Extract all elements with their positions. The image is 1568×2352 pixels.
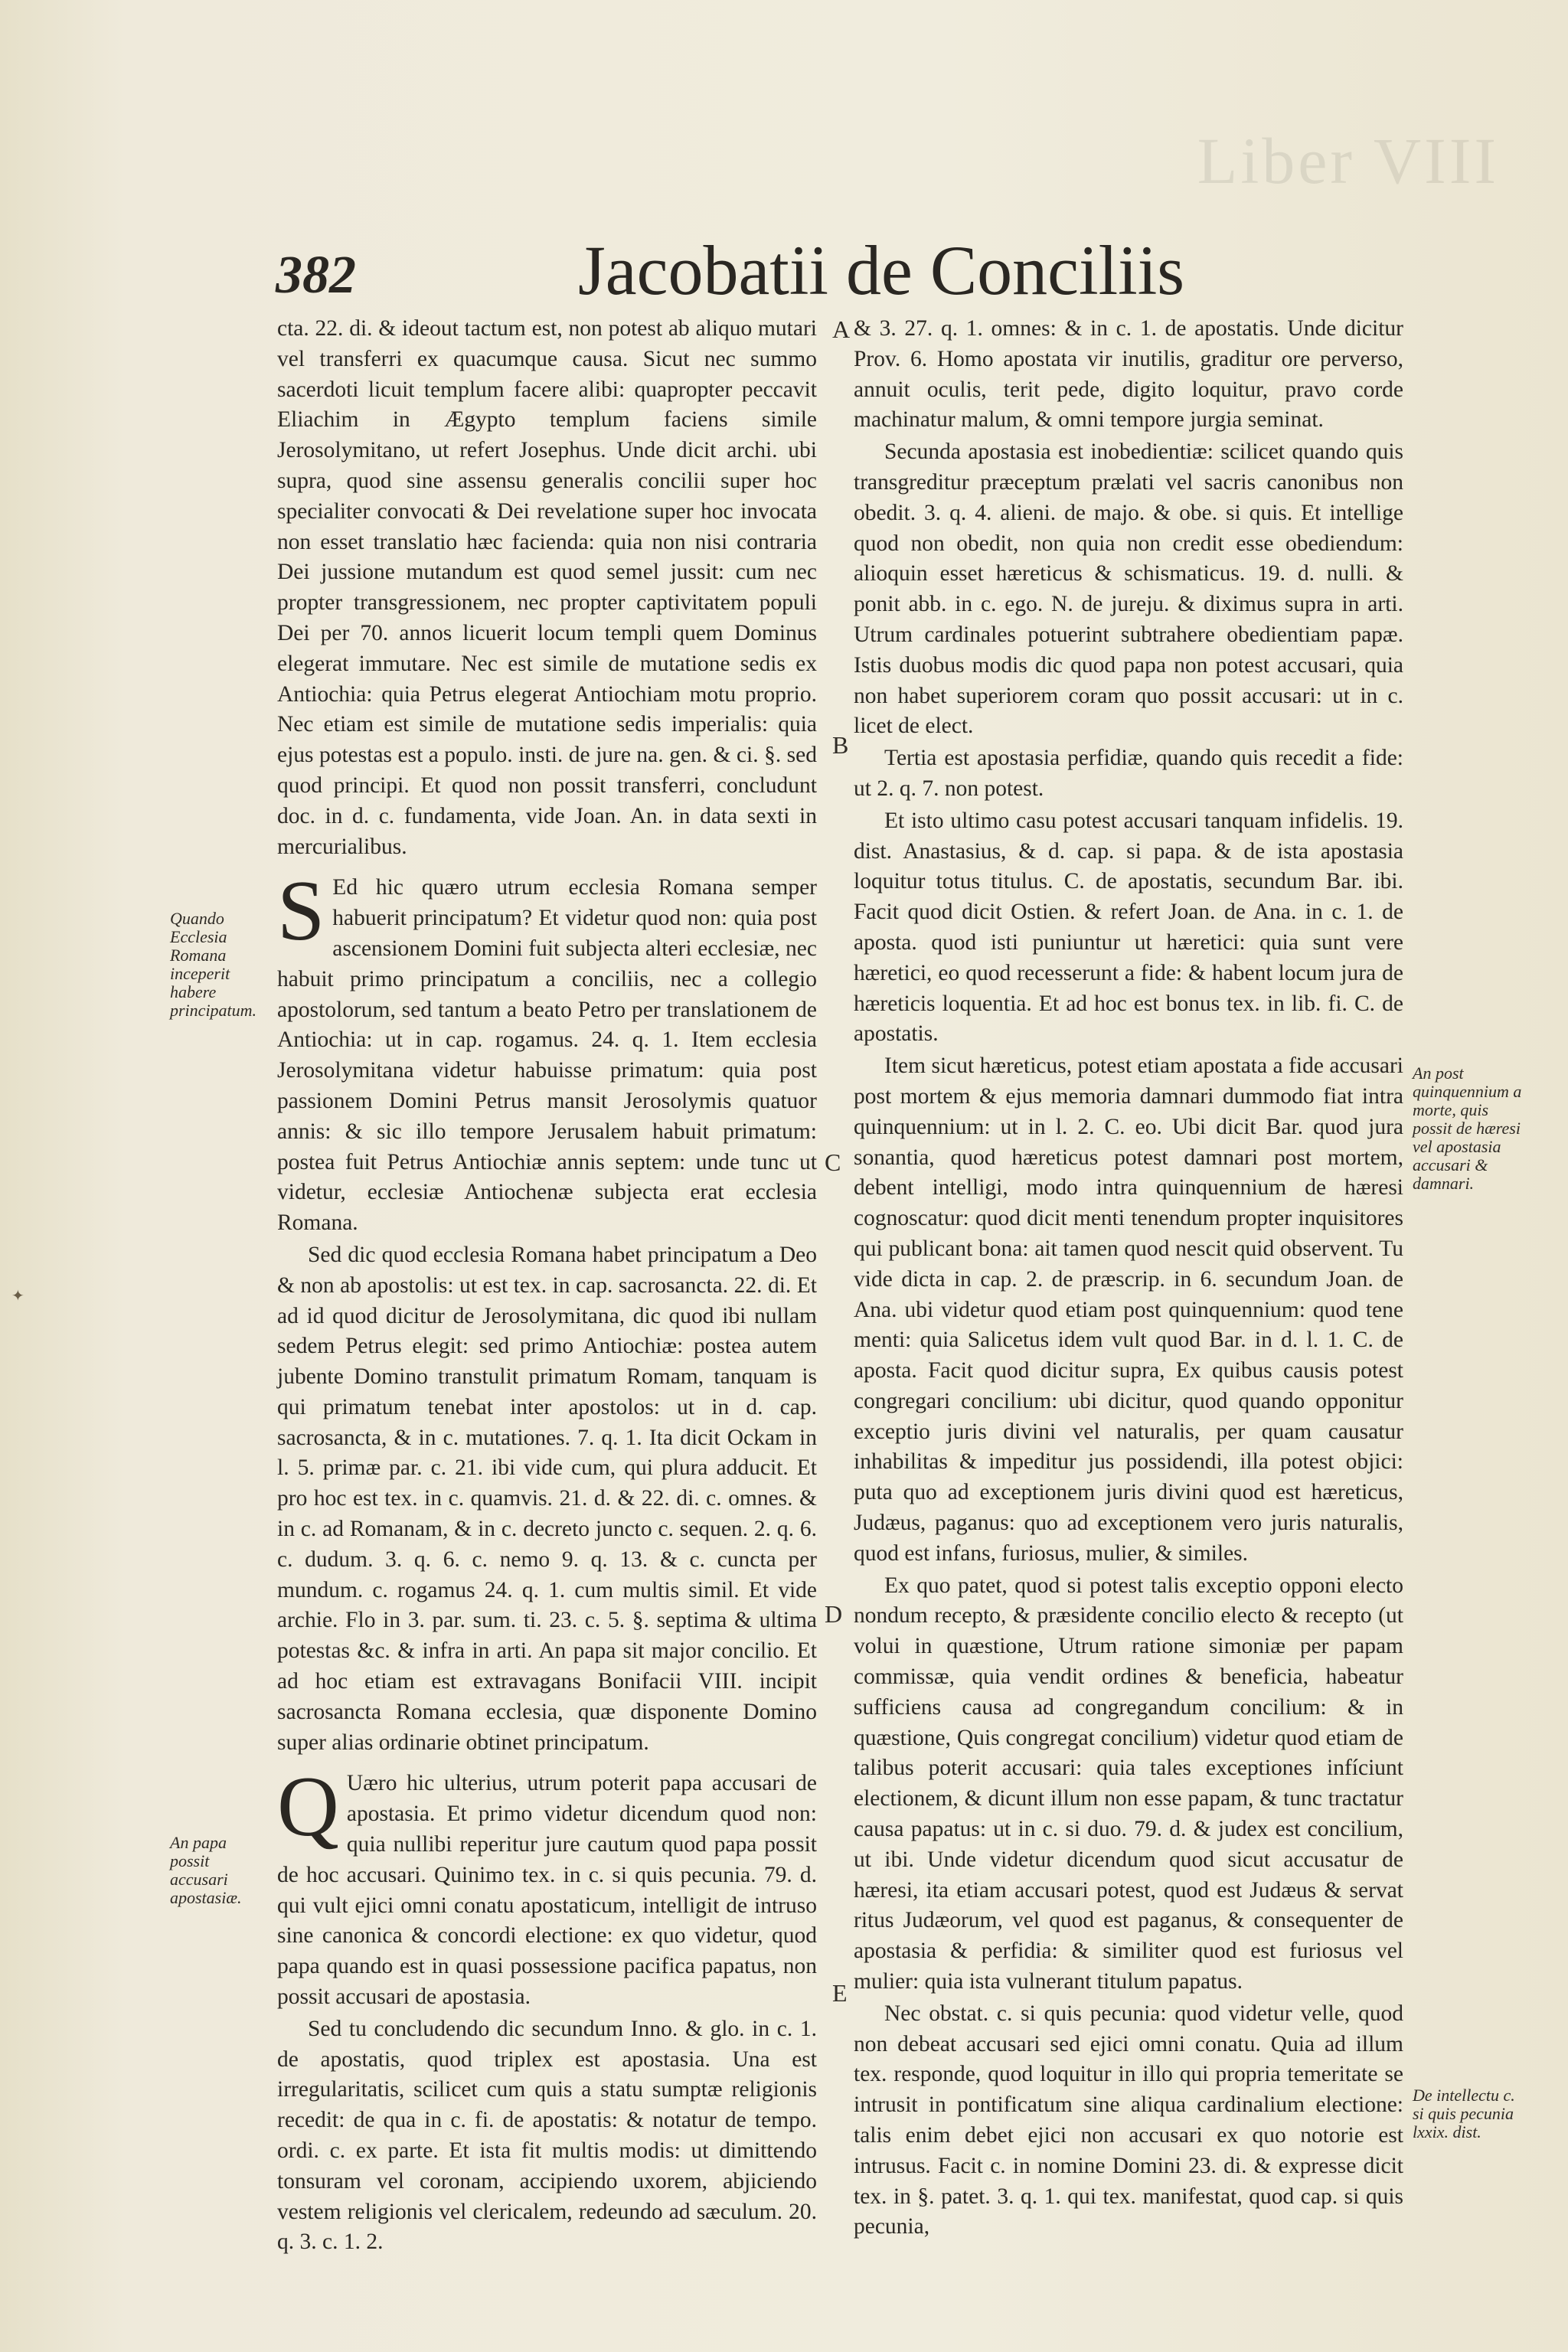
paragraph: [277, 1759, 817, 2012]
bleed-through-text: Liber VIII: [1197, 124, 1499, 198]
margin-note: Quando Ecclesia Romana inceperit habere principatum.: [170, 909, 257, 1020]
right-text-column: [854, 314, 1403, 2244]
drop-cap-q: Q: [277, 1759, 339, 1855]
margin-note: De intellectu c. si quis pecunia lxxix. dist.: [1413, 2086, 1515, 2141]
paragraph: Item sicut hæreticus, potest etiam apostata a fide accusari post mortem & ejus memoria damnari dummodo fiat intra quinquennium: ut in l. 2. C. eo. Ubi dicit Bar. quod jura sonantia, quod hæreticus potest damnari post mortem, debent intelligi, modo intra quinquennium de hæresi cognoscatur: quod dicit menti tenendum propter inquisitores qui publicant bona: ait tamen quod nescit quid observent. Tu vide dicta in cap. 2. de præscrip. in 6. secundum Joan. de Ana. ubi videtur quod etiam post quinquennium: quod tene menti: quia Salicetus idem vult quod Bar. in d. l. 1. C. de aposta. Facit quod dicitur supra, Ex quibus causis potest congregari concilium: ubi dicitur, quod quando opponitur exceptio juris divini vel naturalis, per quam causatur inhabilitas & impeditur jus possidendi, illa potest objici: puta quo ad exceptionem juris divini quod est hæreticus, Judæus, paganus: quo ad exceptionem vero juris naturalis, quod est infans, furiosus, mulier, & similes.: [854, 1054, 1403, 1566]
margin-note: An post quinquennium a morte, quis possit de hæresi vel apostasia accusari & damnari.: [1413, 1063, 1522, 1193]
paragraph: Sed dic quod ecclesia Romana habet principatum a Deo & non ab apostolis: ut est tex. in cap. sacrosancta. 22. di. Et ad id quod dicitur de Jerosolymitana, dic quod ibi nullam sedem Petrus elegit: sed primo Antiochiæ: postea autem jubente Domino transtulit primatum Romam, tanquam is qui primatum tenebat inter apostolos: ut in d. cap. sacrosancta, & in c. mutationes. 7. q. 1. Ita dicit Ockam in l. 5. primæ par. c. 21. ibi vide cum, qui plura adducit. Et pro hoc est tex. in c. quamvis. 21. d. & 22. di. c. omnes. & in c. ad Romanam, & in c. decreto juncto c. sequen. 2. q. 6. c. dudum. 3. q. 6. c. nemo 9. q. 13. & c. cuncta per mundum. c. rogamus 24. q. 1. cum multis simil. Et vide archie. Flo in 3. par. sum. ti. 23. c. 5. §. septima & ultima potestas &c. & infra in arti. An papa sit major concilio. Et ad hoc etiam est extravagans Bonifacii VIII. incipit sacrosancta Romana ecclesia, quæ disponente Domino super alias ordinarie obtinet principatum.: [277, 1242, 817, 1755]
margin-note: An papa possit accusari apostasiæ.: [170, 1833, 242, 1907]
paragraph-text: Uæro hic ulterius, utrum poterit papa accusari de apostasia. Et primo videtur dicendum quod non: quia nullibi reperitur jure cautum quod papa possit de hoc accusari. Quinimo tex. in c. si quis pecunia. 79. d. qui vult ejici omni conatu apostaticum, intelligit de intruso sine canonica & concordi electione: ex quo videtur, quod papa quando est in quasi possessione pacifica papatus, non possit accusari de apostasia.: [277, 1771, 817, 2010]
paragraph: Secunda apostasia est inobedientiæ: scilicet quando quis transgreditur præceptum prælati vel sacris canonibus non obedit. 3. q. 4. alieni. de majo. & obe. si quis. Et intellige quod non obedit, non quia non credit esse obediendum: alioquin esset hæreticus & schismaticus. 19. d. nulli. & ponit abb. in c. ego. N. de jureju. & diximus supra in arti. Utrum cardinales potuerint subtrahere obedientiam papæ. Istis duobus modis dic quod papa non potest accusari, quia non habet superiorem coram quo possit accusari: ut in c. licet de elect.: [854, 439, 1403, 739]
section-letter-a: A: [832, 315, 851, 343]
section-letter-d: D: [825, 1600, 843, 1628]
paragraph: cta. 22. di. & ideout tactum est, non potest ab aliquo mutari vel transferri ex quacumque causa. Sicut nec summo sacerdoti licuit templum facere alibi: quapropter peccavit Eliachim in Ægypto templum faciens simile Jerosolymitano, ut refert Josephus. Unde dicit archi. ubi supra, quod sine assensu generalis concilii super hoc specialiter convocati & Dei revelatione super hoc invocata non esset translatio hæc facienda: quia non nisi contraria Dei jussione mutandum est quod semel jussit: cum nec propter transgressionem, nec propter captivitatem populi Dei per 70. annos licuerit locum templi quem Dominus elegerat immutare. Nec est simile de mutatione sedis ex Antiochia: quia Petrus elegerat Antiochiam motu proprio. Nec etiam est simile de mutatione sedis imperialis: quia ejus potestas est a populo. insti. de jure na. gen. & ci. §. sed quod principi. Et quod non possit transferri, concludunt doc. in d. c. fundamenta, vide Joan. An. in data sexti in mercurialibus.: [277, 316, 817, 859]
drop-cap-s: S: [277, 864, 325, 959]
section-letter-c: C: [825, 1148, 841, 1176]
left-text-column: [277, 314, 817, 2259]
paragraph: Et isto ultimo casu potest accusari tanquam infidelis. 19. dist. Anastasius, & d. cap. si papa. & de ista apostasia loquitur totus titulus. C. de apostatis, secundum Bar. ibi. Facit quod dicit Ostien. & refert Joan. de Ana. in c. 1. de aposta. quod isti puniuntur ut hæretici: quia sunt vere hæretici, eo quod recesserunt a fide: & habent locum jura de hæreticis loquentia. Et ad hoc est bonus tex. in lib. fi. C. de apostatis.: [854, 808, 1403, 1047]
margin-ornament: ✦: [11, 1288, 24, 1305]
paragraph-text: Ed hic quæro utrum ecclesia Romana semper habuerit principatum? Et videtur quod non: quia post ascensionem Domini fuit subjecta alteri ecclesiæ, nec habuit primo principatum a conciliis, nec a collegio apostolorum, sed tantum a beato Petro per translationem de Antiochia: ut in cap. rogamus. 24. q. 1. Item ecclesia Jerosolymitana videtur habuisse primatum: quia post passionem Domini Petrus mansit Jerosolymis quatuor annis: & sic illo tempore Jerusalem habuit primatum: postea fuit Petrus Antiochiæ annis septem: unde tunc ut videtur, ecclesiæ Antiochenæ subjecta erat ecclesia Romana.: [277, 875, 817, 1236]
running-title: Jacobatii de Conciliis: [578, 231, 1185, 309]
paragraph: & 3. 27. q. 1. omnes: & in c. 1. de apostatis. Unde dicitur Prov. 6. Homo apostata vir inutilis, graditur ore perverso, annuit oculis, terit pede, digito loquitur, pravo corde machinatur malum, & omni tempore jurgia seminat.: [854, 316, 1403, 433]
paragraph: Nec obstat. c. si quis pecunia: quod videtur velle, quod non debeat accusari sed ejici omni conatu. Quia ad illum tex. responde, quod loquitur in illo qui propria temeritate se intrusit in pontificatum sine aliqua cardinalium electione: talis enim debet ejici non accusari ex quo notorie est intrusus. Facit c. in nomine Domini 23. di. & expresse dicit tex. in §. patet. 3. q. 1. qui tex. manifestat, quod cap. si quis pecunia,: [854, 2001, 1403, 2239]
paragraph: Ex quo patet, quod si potest talis exceptio opponi electo nondum recepto, & præsidente concilio electo & recepto (ut volui in quæstione, Utrum ratione simoniæ per papam commissæ, quia vendit ordines & beneficia, habeatur sufficiens causa ad congregandum concilium: & in quæstione, Quis congregat concilium) videtur quod etiam de talibus poterit accusari: quia tales exceptiones infíciunt electionem, & dicunt illum non esse papam, & tunc tractatur causa papatus: ut in c. si duo. 79. d. & judex est concilium, ut ibi. Unde videtur dicendum quod sicut accusatur de hæresi, ita etiam accusari potest, quod est Judæus & servat ritus Judæorum, vel quod est paganus, & consequenter de apostasia & perfidia: & similiter quod est furiosus vel mulier: quia ista vulnerant titulum papatus.: [854, 1573, 1403, 1994]
page-number: 382: [276, 246, 356, 305]
section-letter-e: E: [832, 1979, 848, 2007]
section-letter-b: B: [832, 731, 849, 759]
paragraph: Tertia est apostasia perfidiæ, quando quis recedit a fide: ut 2. q. 7. non potest.: [854, 746, 1403, 801]
paragraph: [277, 864, 817, 1239]
paragraph: Sed tu concludendo dic secundum Inno. & glo. in c. 1. de apostatis, quod triplex est apostasia. Una est irregularitatis, scilicet cum quis a statu sumptæ religionis recedit: de qua in c. fi. de apostatis: & notatur de tempo. ordi. c. ex parte. Et ista fit multis modis: ut dimittendo tonsuram vel coronam, accipiendo uxorem, abjiciendo vestem religionis vel clericalem, redeundo ad sæculum. 20. q. 3. c. 1. 2.: [277, 2016, 817, 2255]
page-header: [276, 230, 1194, 314]
